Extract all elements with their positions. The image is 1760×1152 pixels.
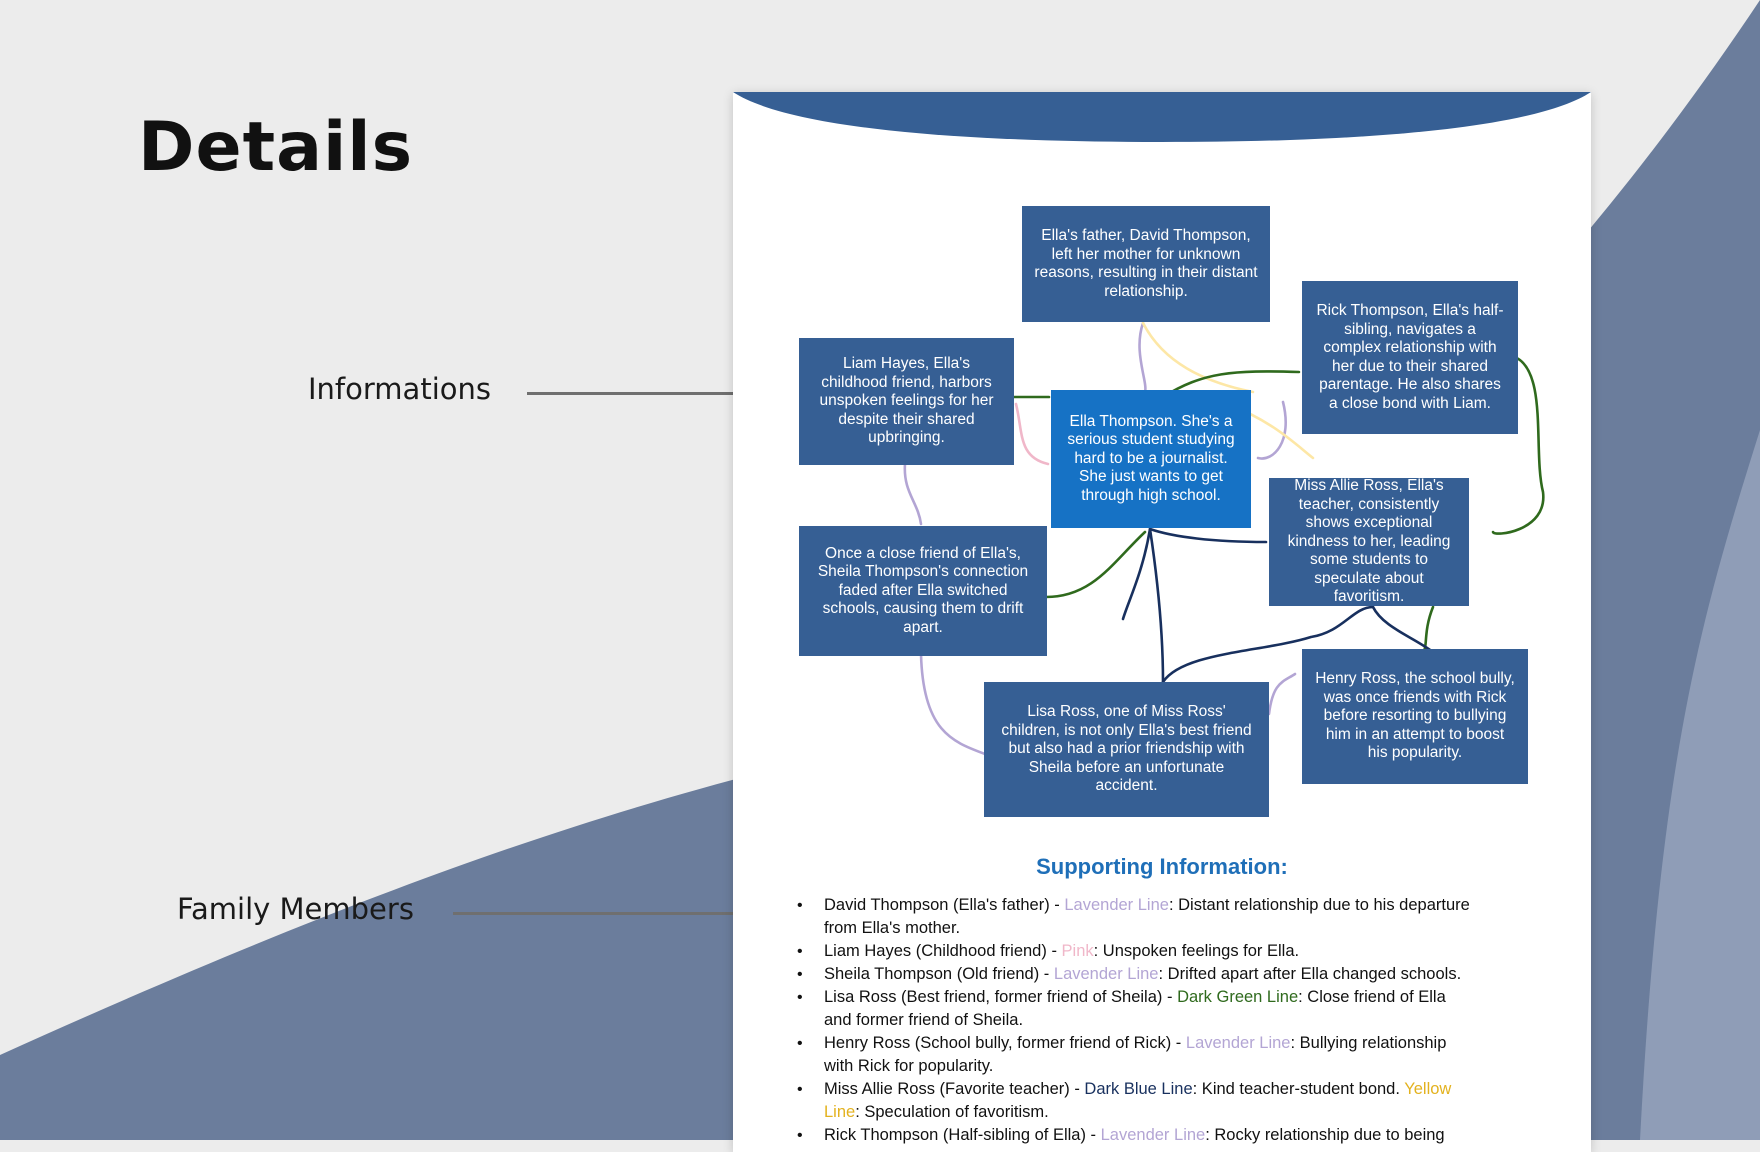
document-page	[733, 92, 1591, 1152]
node-sheila-thompson: Once a close friend of Ella's, Sheila Thompson's connection faded after Ella switched schools, causing them to drift apart.	[799, 526, 1047, 656]
list-item: • David Thompson (Ella's father) - Lavender Line: Distant relationship due to his departure from Ella's mother.	[797, 894, 1477, 940]
list-item: • Rick Thompson (Half-sibling of Ella) - Lavender Line: Rocky relationship due to being	[797, 1124, 1477, 1147]
callout-informations: Informations	[308, 372, 491, 406]
list-item: • Sheila Thompson (Old friend) - Lavender Line: Drifted apart after Ella changed schools.	[797, 963, 1477, 986]
supporting-list	[797, 894, 1477, 1147]
page-heading: Details	[138, 108, 414, 187]
node-allie-ross: Miss Allie Ross, Ella's teacher, consistently shows exceptional kindness to her, leading some students to speculate about favoritism.	[1269, 478, 1469, 606]
list-item: • Miss Allie Ross (Favorite teacher) - Dark Blue Line: Kind teacher-student bond. Yellow Line: Speculation of favoritism.	[797, 1078, 1477, 1124]
node-david-thompson: Ella's father, David Thompson, left her mother for unknown reasons, resulting in their distant relationship.	[1022, 206, 1270, 322]
list-item: • Lisa Ross (Best friend, former friend of Sheila) - Dark Green Line: Close friend of Ella and former friend of Sheila.	[797, 986, 1477, 1032]
node-ella-thompson: Ella Thompson. She's a serious student studying hard to be a journalist. She just wants to get through high school.	[1051, 390, 1251, 528]
node-rick-thompson: Rick Thompson, Ella's half-sibling, navigates a complex relationship with her due to their shared parentage. He also shares a close bond with Liam.	[1302, 281, 1518, 434]
node-lisa-ross: Lisa Ross, one of Miss Ross' children, is not only Ella's best friend but also had a prior friendship with Sheila before an unfortunate accident.	[984, 682, 1269, 817]
callout-family-members: Family Members	[177, 892, 414, 926]
list-item: • Henry Ross (School bully, former friend of Rick) - Lavender Line: Bullying relationship with Rick for popularity.	[797, 1032, 1477, 1078]
node-liam-hayes: Liam Hayes, Ella's childhood friend, harbors unspoken feelings for her despite their shared upbringing.	[799, 338, 1014, 465]
list-item: • Liam Hayes (Childhood friend) - Pink: Unspoken feelings for Ella.	[797, 940, 1477, 963]
supporting-title: Supporting Information:	[1036, 854, 1288, 879]
node-henry-ross: Henry Ross, the school bully, was once friends with Rick before resorting to bullying him in an attempt to boost his popularity.	[1302, 649, 1528, 784]
